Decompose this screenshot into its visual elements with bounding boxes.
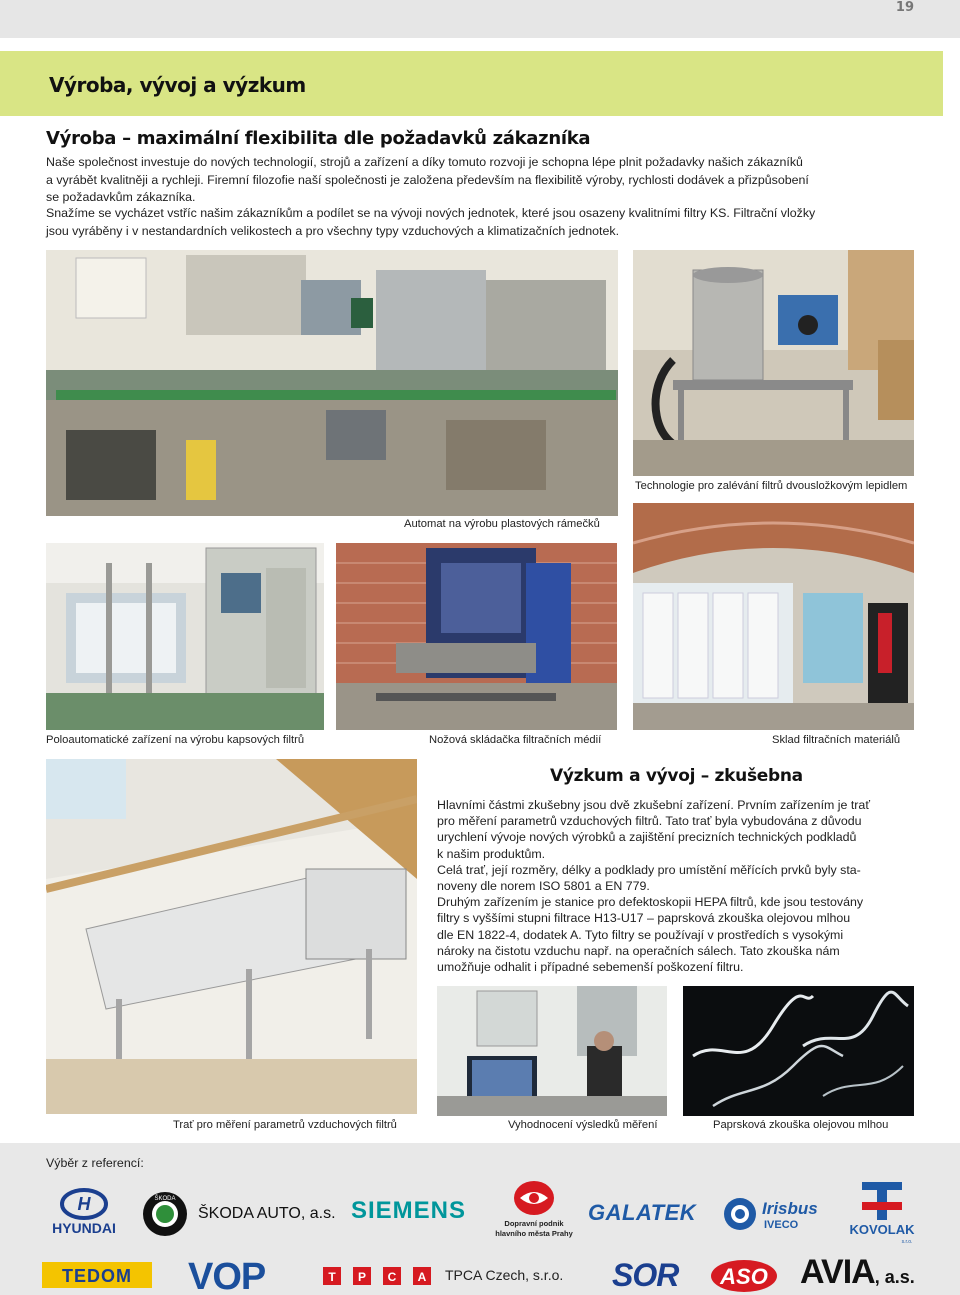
svg-text:H: H — [77, 1194, 91, 1214]
text-line: k našim produktům. — [437, 846, 546, 861]
caption-trat: Trať pro měření parametrů vzduchových filtrů — [173, 1119, 397, 1131]
caption-automat: Automat na výrobu plastových rámečků — [404, 518, 600, 530]
logo-galatek: GALATEK — [588, 1200, 697, 1225]
svg-text:P: P — [357, 1270, 367, 1284]
logo-skoda-text: ŠKODA AUTO, a.s. — [198, 1205, 336, 1222]
svg-text:hlavního města Prahy: hlavního města Prahy — [495, 1229, 573, 1238]
avia-wordmark: AVIA — [800, 1253, 875, 1291]
logo-avia — [800, 1253, 915, 1292]
text-line: a vyrábět kvalitněji a rychleji. Firemní filozofie naší společnosti je založena především na flexibilitě výroby, rychlosti dodávek a přizpůsobení — [46, 172, 809, 187]
text-line: Druhým zařízením je stanice pro defektoskopii HEPA filtrů, kde jsou testovány — [437, 895, 864, 910]
svg-text:ŠKODA: ŠKODA — [154, 1196, 176, 1202]
text-line: pro měření parametrů vzduchových filtrů. Tato trať byla vybudována z důvodu — [437, 814, 862, 829]
logo-aso — [710, 1258, 778, 1294]
logo-hyundai — [44, 1188, 124, 1238]
header-bar — [0, 0, 960, 38]
svg-text:C: C — [387, 1270, 397, 1284]
svg-text:Irisbus: Irisbus — [762, 1199, 818, 1218]
svg-text:HYUNDAI: HYUNDAI — [52, 1220, 116, 1236]
photo-sklad — [633, 503, 914, 730]
caption-poloautomat: Poloautomatické zařízení na výrobu kapsových filtrů — [46, 734, 305, 746]
svg-text:T: T — [328, 1270, 336, 1284]
banner-title: Výroba, vývoj a výzkum — [49, 73, 306, 97]
section1-title: Výroba – maximální flexibilita dle požadavků zákazníka — [46, 128, 591, 149]
photo-trat — [46, 759, 417, 1114]
caption-nozova: Nožová skládačka filtračních médií — [429, 734, 602, 746]
logo-irisbus — [722, 1194, 826, 1234]
text-line: Naše společnost investuje do nových technologií, strojů a zařízení a díky tomuto rozvoji je schopna lépe plnit požadavky našich zákazníků — [46, 155, 803, 169]
photo-paprsek — [683, 986, 914, 1116]
caption-paprsek: Paprsková zkouška olejovou mlhou — [713, 1119, 889, 1131]
text-line: urychlení vývoje nových výrobků a zajištění precizních technických podkladů — [437, 830, 857, 845]
logo-tpca-text: TPCA Czech, s.r.o. — [445, 1267, 564, 1283]
svg-text:SOR: SOR — [612, 1258, 679, 1290]
logo-kovolak — [847, 1180, 917, 1248]
section1-paragraph2 — [46, 205, 926, 240]
svg-text:KOVOLAK: KOVOLAK — [849, 1222, 915, 1237]
svg-text:Dopravní podnik: Dopravní podnik — [504, 1219, 564, 1228]
text-line: jsou vyráběny i v nestandardních velikostech a pro všechny typy vzduchových a klimatizačních jednotek. — [46, 223, 620, 238]
text-line: umožňuje odhalit i případné sebemenší poškození filtru. — [437, 960, 744, 975]
caption-sklad: Sklad filtračních materiálů — [772, 734, 901, 746]
text-line: se požadavkům zákazníka. — [46, 190, 196, 204]
photo-poloautomat — [46, 543, 324, 730]
text-line: noveny dle norem ISO 5801 a EN 779. — [437, 879, 650, 894]
svg-text:VOP: VOP — [188, 1256, 266, 1294]
text-line: Hlavními částmi zkušebny jsou dvě zkušební zařízení. Prvním zařízením je trať — [437, 798, 870, 812]
references-label: Výběr z referencí: — [46, 1156, 144, 1170]
svg-text:ASO: ASO — [720, 1264, 768, 1289]
caption-zalevani: Technologie pro zalévání filtrů dvousložkovým lepidlem — [635, 480, 908, 492]
text-line: Celá trať, její rozměry, délky a podklady pro umístění měřících prvků byly sta- — [437, 862, 861, 877]
section1-paragraph1 — [46, 154, 926, 207]
svg-text:s.r.o.: s.r.o. — [901, 1239, 913, 1245]
text-line: dle EN 1822-4, dodatek A. Tyto filtry se používají v prostředích s vysokými — [437, 927, 844, 942]
logo-tpca-boxes — [323, 1267, 435, 1285]
logo-sor — [612, 1258, 684, 1290]
photo-automat — [46, 250, 618, 516]
photo-nozova — [336, 543, 617, 730]
svg-text:TEDOM: TEDOM — [62, 1266, 132, 1286]
text-line: filtry s vyššími stupni filtrace H13-U17 – paprsková zkouška olejovou mlhou — [437, 911, 851, 926]
logo-siemens: SIEMENS — [351, 1197, 467, 1224]
logo-vop — [188, 1256, 288, 1294]
text-line: nároky na čistotu vzduchu např. na operačních sálech. Tato zkouška nám — [437, 943, 840, 958]
photo-vyhodnoceni — [437, 986, 667, 1116]
caption-vyhodnoceni: Vyhodnocení výsledků měření — [508, 1119, 658, 1131]
logo-skoda-badge — [141, 1190, 189, 1238]
avia-suffix: , a.s. — [874, 1267, 915, 1287]
logo-tedom — [42, 1262, 152, 1288]
logo-dopravni-podnik — [494, 1178, 574, 1244]
svg-text:A: A — [417, 1270, 427, 1284]
text-line: Snažíme se vycházet vstříc našim zákazníkům a podílet se na vývoji nových jednotek, které jsou osazeny kvalitními filtry KS. Filtrační vložky — [46, 206, 816, 220]
photo-zalevani — [633, 250, 914, 476]
section2-title: Výzkum a vývoj – zkušebna — [550, 766, 803, 786]
section2-paragraph — [437, 797, 917, 975]
svg-text:IVECO: IVECO — [764, 1219, 799, 1231]
page-number: 19 — [895, 0, 914, 15]
